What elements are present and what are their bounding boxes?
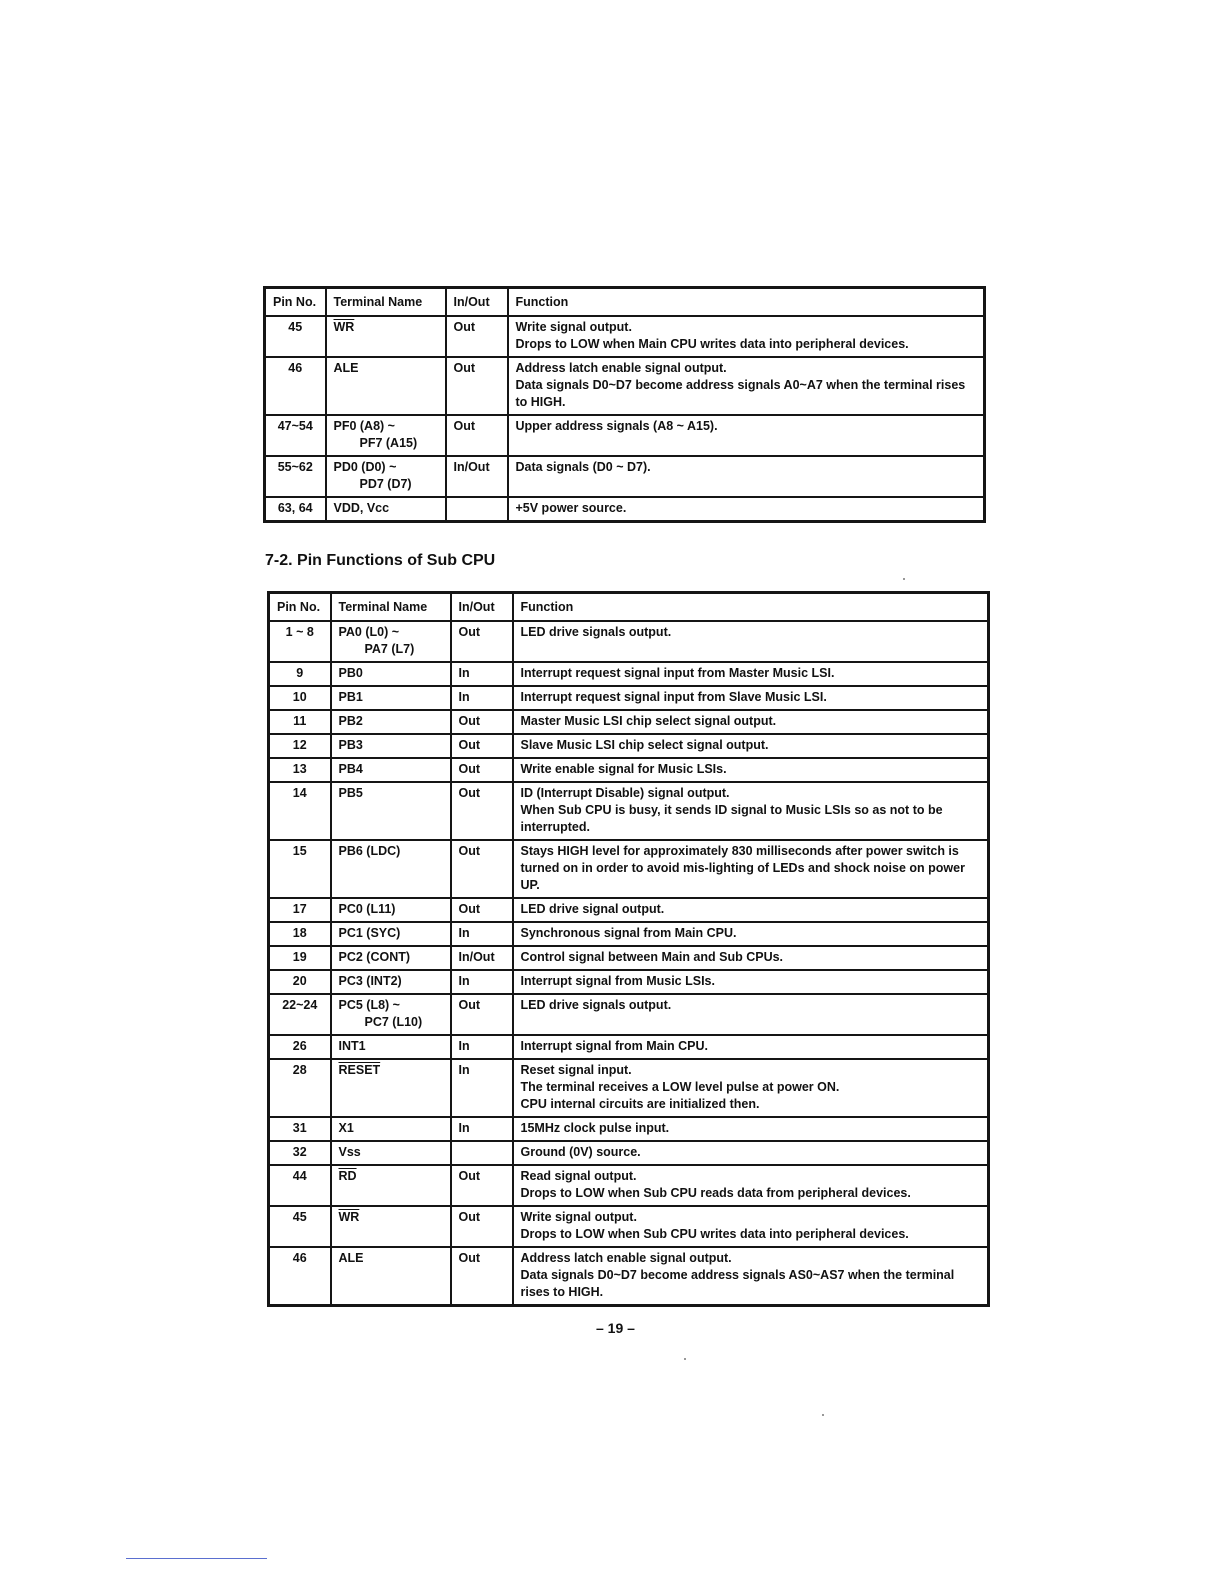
table-row [269,782,989,840]
table-header-row [269,593,989,622]
function-cell [513,1206,989,1247]
in-out-cell: Out [446,316,508,357]
pin-no-cell: 45 [265,316,326,357]
table-row [269,1035,989,1059]
terminal-name-line: $\overline{WR}$ [333,320,355,334]
in-out-cell: Out [451,994,513,1035]
pin-no-cell: 22~24 [269,994,331,1035]
terminal-name-cell [331,734,451,758]
terminal-name-cell [326,316,446,357]
function-line: LED drive signal output. [520,902,665,916]
pin-no-cell: 19 [269,946,331,970]
function-cell [508,497,985,522]
header-function: Function [513,593,989,622]
header-in-out: In/Out [446,288,508,317]
footer-rule [126,1558,267,1559]
pin-no-cell: 18 [269,922,331,946]
in-out-cell: Out [451,1247,513,1306]
scan-speck [822,1414,824,1416]
in-out-cell: In [451,970,513,994]
in-out-cell: Out [451,840,513,898]
header-terminal-name: Terminal Name [331,593,451,622]
header-terminal-name: Terminal Name [326,288,446,317]
terminal-name-line: PB6 (LDC) [338,844,401,858]
function-line: Address latch enable signal output. [520,1251,732,1265]
function-line: ID (Interrupt Disable) signal output. [520,786,730,800]
terminal-name-cell [331,1117,451,1141]
table-row [269,840,989,898]
table-row [265,316,985,357]
terminal-name-line: PC3 (INT2) [338,974,402,988]
table-row [269,1206,989,1247]
function-line: Control signal between Main and Sub CPUs. [520,950,784,964]
function-line: Interrupt signal from Music LSIs. [520,974,715,988]
function-cell [513,994,989,1035]
pin-no-cell: 46 [265,357,326,415]
terminal-name-line: X1 [338,1121,354,1135]
function-line: Drops to LOW when Sub CPU writes data into peripheral devices. [520,1227,909,1241]
terminal-name-cell [331,686,451,710]
function-line: Reset signal input. [520,1063,632,1077]
in-out-cell: In [451,1035,513,1059]
table-row [269,1059,989,1117]
in-out-cell: In/Out [446,456,508,497]
table-body [269,621,989,1306]
table-row [269,922,989,946]
terminal-name-cell [331,1141,451,1165]
function-line: to HIGH. [515,395,566,409]
terminal-name-line: PA0 (L0) ~ [338,625,400,639]
terminal-name-cell [331,1247,451,1306]
pin-no-cell: 20 [269,970,331,994]
in-out-cell: Out [451,621,513,662]
function-cell [513,1059,989,1117]
terminal-name-cell [331,922,451,946]
terminal-name-cell [331,1035,451,1059]
function-line: Write enable signal for Music LSIs. [520,762,727,776]
terminal-name-cell [331,1059,451,1117]
in-out-cell: Out [446,415,508,456]
table-row [265,497,985,522]
function-line: CPU internal circuits are initialized then. [520,1097,760,1111]
function-cell [513,710,989,734]
function-line: When Sub CPU is busy, it sends ID signal to Music LSIs so as not to be [520,803,943,817]
terminal-name-cell [331,840,451,898]
in-out-cell: In [451,662,513,686]
pin-no-cell: 28 [269,1059,331,1117]
terminal-name-line: PD7 (D7) [359,477,412,491]
terminal-name-cell [331,782,451,840]
function-cell [513,686,989,710]
sub-cpu-pin-table [267,591,990,1307]
table-row [269,662,989,686]
terminal-name-line: RESET [338,1063,381,1077]
function-cell [513,734,989,758]
function-cell [513,782,989,840]
function-cell [513,758,989,782]
terminal-name-cell [331,662,451,686]
function-line: Interrupt signal from Main CPU. [520,1039,709,1053]
function-line: The terminal receives a LOW level pulse at power ON. [520,1080,840,1094]
terminal-name-cell [326,415,446,456]
pin-no-cell: 46 [269,1247,331,1306]
header-function: Function [508,288,985,317]
pin-no-cell: 45 [269,1206,331,1247]
terminal-name-cell [331,621,451,662]
page-number: – 19 – [596,1320,635,1336]
terminal-name-line: PC5 (L8) ~ [338,998,400,1012]
function-line: UP. [520,878,540,892]
function-cell [513,621,989,662]
terminal-name-line: VDD, Vcc [333,501,390,515]
terminal-name-cell [331,1206,451,1247]
function-line: interrupted. [520,820,590,834]
terminal-name-line: PB5 [338,786,363,800]
terminal-name-line: $\overline{RD}$ [338,1169,357,1183]
pin-no-cell: 26 [269,1035,331,1059]
function-line: LED drive signals output. [520,625,672,639]
function-line: rises to HIGH. [520,1285,604,1299]
table-row [269,734,989,758]
function-cell [513,1247,989,1306]
header-pin-no: Pin No. [265,288,326,317]
function-cell [513,1141,989,1165]
terminal-name-cell [331,898,451,922]
function-line: Read signal output. [520,1169,637,1183]
in-out-cell: In [451,1059,513,1117]
function-line: Address latch enable signal output. [515,361,727,375]
function-cell [513,1165,989,1206]
function-line: Data signals D0~D7 become address signals AS0~AS7 when the terminal [520,1268,955,1282]
terminal-name-cell [331,946,451,970]
pin-no-cell: 44 [269,1165,331,1206]
in-out-cell: Out [451,782,513,840]
terminal-name-line: PA7 (L7) [364,642,415,656]
main-cpu-pin-table [263,286,986,523]
terminal-name-line: PB0 [338,666,363,680]
pin-no-cell: 15 [269,840,331,898]
table-row [265,415,985,456]
in-out-cell: Out [451,710,513,734]
table-row [269,946,989,970]
function-cell [513,1117,989,1141]
table-row [269,686,989,710]
terminal-name-line: PC0 (L11) [338,902,396,916]
section-heading: 7-2. Pin Functions of Sub CPU [265,552,496,569]
pin-no-cell: 55~62 [265,456,326,497]
pin-no-cell: 31 [269,1117,331,1141]
pin-no-cell: 17 [269,898,331,922]
function-cell [513,898,989,922]
terminal-name-cell [326,456,446,497]
terminal-name-cell [331,994,451,1035]
table-row [269,621,989,662]
scan-speck [903,578,905,580]
pin-no-cell: 9 [269,662,331,686]
function-line: Drops to LOW when Main CPU writes data into peripheral devices. [515,337,909,351]
function-cell [508,357,985,415]
terminal-name-line: PC7 (L10) [364,1015,423,1029]
pin-no-cell: 63, 64 [265,497,326,522]
terminal-name-line: ALE [338,1251,364,1265]
function-line: Write signal output. [515,320,632,334]
pin-no-cell: 47~54 [265,415,326,456]
function-line: Drops to LOW when Sub CPU reads data from peripheral devices. [520,1186,911,1200]
in-out-cell: Out [451,1165,513,1206]
function-cell [513,970,989,994]
function-line: Ground (0V) source. [520,1145,641,1159]
pin-no-cell: 32 [269,1141,331,1165]
table-row [269,758,989,782]
table-row [265,357,985,415]
function-line: LED drive signals output. [520,998,672,1012]
table-row [269,994,989,1035]
table-row [269,1247,989,1306]
terminal-name-cell [331,970,451,994]
table-row [269,970,989,994]
function-line: Data signals D0~D7 become address signals A0~A7 when the terminal rises [515,378,966,392]
terminal-name-line: PF7 (A15) [359,436,418,450]
function-line: +5V power source. [515,501,627,515]
table-row [269,898,989,922]
in-out-cell: In [451,1117,513,1141]
terminal-name-line: Vss [338,1145,361,1159]
function-cell [513,922,989,946]
pin-no-cell: 13 [269,758,331,782]
in-out-cell [451,1141,513,1165]
terminal-name-line: PB2 [338,714,363,728]
table-row [269,1165,989,1206]
pin-no-cell: 11 [269,710,331,734]
table-row [265,456,985,497]
pin-no-cell: 10 [269,686,331,710]
function-cell [508,415,985,456]
in-out-cell: In [451,686,513,710]
terminal-name-cell [331,710,451,734]
function-line: Slave Music LSI chip select signal output. [520,738,769,752]
table-row [269,1117,989,1141]
function-cell [513,662,989,686]
pin-no-cell: 12 [269,734,331,758]
header-pin-no: Pin No. [269,593,331,622]
function-line: Data signals (D0 ~ D7). [515,460,651,474]
in-out-cell: Out [446,357,508,415]
terminal-name-line: PB1 [338,690,363,704]
pin-no-cell: 14 [269,782,331,840]
table-body [265,316,985,522]
function-line: Interrupt request signal input from Master Music LSI. [520,666,835,680]
terminal-name-cell [331,1165,451,1206]
scan-speck [684,1358,686,1360]
in-out-cell: In [451,922,513,946]
function-cell [508,316,985,357]
in-out-cell [446,497,508,522]
function-line: Master Music LSI chip select signal output. [520,714,777,728]
function-line: Upper address signals (A8 ~ A15). [515,419,718,433]
function-line: Synchronous signal from Main CPU. [520,926,737,940]
terminal-name-cell [326,497,446,522]
table-row [269,1141,989,1165]
function-line: Write signal output. [520,1210,637,1224]
pin-no-cell: 1 ~ 8 [269,621,331,662]
header-in-out: In/Out [451,593,513,622]
function-cell [513,840,989,898]
terminal-name-cell [331,758,451,782]
function-cell [508,456,985,497]
function-line: Stays HIGH level for approximately 830 milliseconds after power switch is [520,844,959,858]
in-out-cell: Out [451,758,513,782]
terminal-name-line: PB3 [338,738,363,752]
terminal-name-cell [326,357,446,415]
terminal-name-line: PC1 (SYC) [338,926,401,940]
function-line: 15MHz clock pulse input. [520,1121,670,1135]
terminal-name-line: INT1 [338,1039,366,1053]
in-out-cell: Out [451,734,513,758]
terminal-name-line: ALE [333,361,359,375]
terminal-name-line: PD0 (D0) ~ [333,460,397,474]
in-out-cell: Out [451,1206,513,1247]
terminal-name-line: PF0 (A8) ~ [333,419,395,433]
table-header-row [265,288,985,317]
terminal-name-line: PC2 (CONT) [338,950,411,964]
function-line: Interrupt request signal input from Slave Music LSI. [520,690,827,704]
in-out-cell: Out [451,898,513,922]
terminal-name-line: $\overline{WR}$ [338,1210,360,1224]
terminal-name-line: PB4 [338,762,363,776]
table-row [269,710,989,734]
function-cell [513,1035,989,1059]
in-out-cell: In/Out [451,946,513,970]
function-cell [513,946,989,970]
function-line: turned on in order to avoid mis-lighting of LEDs and shock noise on power [520,861,965,875]
